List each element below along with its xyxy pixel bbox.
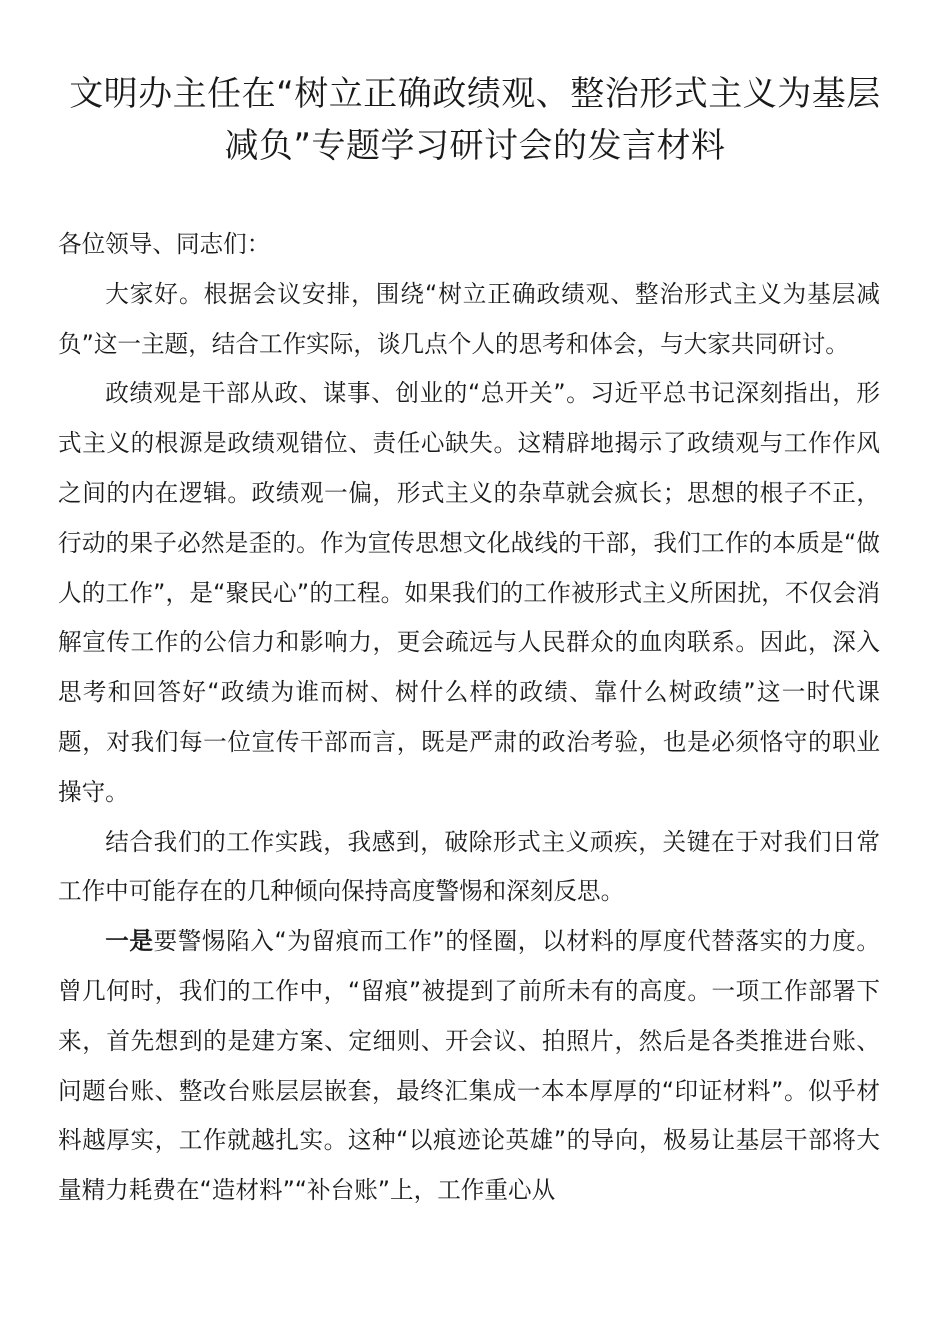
salutation: 各位领导、同志们：: [58, 230, 271, 258]
paragraph-performance-view: 政绩观是干部从政、谋事、创业的“总开关”。习近平总书记深刻指出，形式主义的根源是政绩观错位、责任心缺失。这精辟地揭示了政绩观与工作作风之间的内在逻辑。政绩观一偏，形式主义的杂草就会疯长；思想的根子不正，行动的果子必然是歪的。作为宣传思想文化战线的干部，我们工作的本质是“做人的工作”，是“聚民心”的工程。如果我们的工作被形式主义所困扰，不仅会消解宣传工作的公信力和影响力，更会疏远与人民群众的血肉联系。因此，深入思考和回答好“政绩为谁而树、树什么样的政绩、靠什么树政绩”这一时代课题，对我们每一位宣传干部而言，既是严肃的政治考验，也是必须恪守的职业操守。: [58, 379, 880, 806]
document-title: 文明办主任在“树立正确政绩观、整治形式主义为基层减负”专题学习研讨会的发言材料: [69, 74, 881, 166]
point-one-text: 要警惕陷入“为留痕而工作”的怪圈，以材料的厚度代替落实的力度。曾几何时，我们的工作中，“留痕”被提到了前所未有的高度。一项工作部署下来，首先想到的是建方案、定细则、开会议、拍照片，然后是各类推进台账、问题台账、整改台账层层嵌套，最终汇集成一本本厚厚的“印证材料”。似乎材料越厚实，工作就越扎实。这种“以痕迹论英雄”的导向，极易让基层干部将大量精力耗费在“造材料”“补台账”上，工作重心从: [58, 927, 880, 1205]
point-one-lead: 一是: [105, 927, 154, 956]
document-body: [58, 220, 880, 1216]
paragraph-point-one: [58, 917, 880, 1216]
paragraph-practice: 结合我们的工作实践，我感到，破除形式主义顽疾，关键在于对我们日常工作中可能存在的几种倾向保持高度警惕和深刻反思。: [58, 827, 880, 906]
paragraph-intro: 大家好。根据会议安排，围绕“树立正确政绩观、整治形式主义为基层减负”这一主题，结合工作实际，谈几点个人的思考和体会，与大家共同研讨。: [58, 279, 880, 358]
